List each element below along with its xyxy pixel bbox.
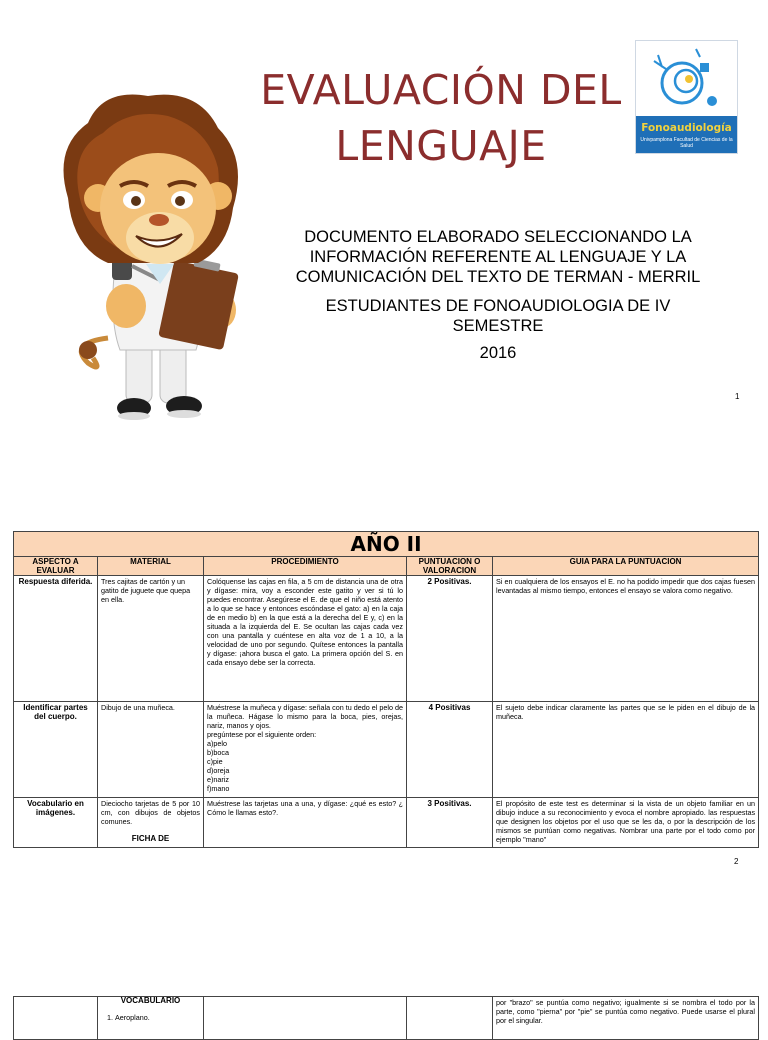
procedure-text: Muéstrese la muñeca y dígase: señala con tu dedo el pelo de la muñeca. Hágase lo mismo para la boca, pies, orejas, nariz, manos y ojos. xyxy=(207,703,403,730)
guide-cell: El sujeto debe indicar claramente las partes que se le piden en el dibujo de la muñeca. xyxy=(493,702,759,798)
table-row xyxy=(14,798,759,848)
procedure-cell: Colóquense las cajas en fila, a 5 cm de distancia una de otra y dígase: mira, voy a esconder este gatito y ver si tú lo puedes encontrar. Asegúrese el E. de que el niño está atento a lo que se hace y entonces escóndase el gato: a) en la caja de en medio b) en la que está a la derecha del E y, c) en la situada a la izquierda del E. Se ocultan las cajas cada vez con una pantalla y cuéntese en alta voz de 1 a 10, a la velocidad de uno por segundo. Quítese entonces la pantalla y dígase: ¡ahora busca el gato. La primera opción del S. en cada ensayo debe ser la correcta. xyxy=(204,576,407,702)
fonoaudiologia-logo xyxy=(635,40,738,154)
procedure-intro: pregúntese por el siguiente orden: xyxy=(207,730,317,739)
page-number: 2 xyxy=(734,857,739,866)
column-header: GUIA PARA LA PUNTUACION xyxy=(493,557,759,576)
lion-mascot-illustration xyxy=(48,88,248,433)
column-header: PROCEDIMIENTO xyxy=(204,557,407,576)
evaluation-table xyxy=(13,531,759,848)
aspect-cell: Respuesta diferida. xyxy=(14,576,98,702)
column-header: ASPECTO A EVALUAR xyxy=(14,557,98,576)
score-cell: 2 Positivas. xyxy=(407,576,493,702)
procedure-cell xyxy=(204,997,407,1040)
procedure-list-item: f)mano xyxy=(207,784,230,793)
aspect-cell: Vocabulario en imágenes. xyxy=(14,798,98,848)
material-cell xyxy=(98,997,204,1040)
column-header: PUNTUACION O VALORACION xyxy=(407,557,493,576)
material-subheading: VOCABULARIO xyxy=(120,996,181,1005)
logo-name: Fonoaudiología xyxy=(641,122,732,134)
evaluation-table-continued xyxy=(13,996,759,1040)
page-title: EVALUACIÓN DEL LENGUAJE xyxy=(260,66,622,170)
aspect-cell: Identificar partes del cuerpo. xyxy=(14,702,98,798)
guide-cell: por "brazo" se puntúa como negativo; igualmente si se nombra el todo por la parte, como "pierna" por "pie" se puntúa como negativo. Puede usarse el plural por el singular. xyxy=(493,997,759,1040)
procedure-list-item: c)pie xyxy=(207,757,223,766)
guide-cell: Si en cualquiera de los ensayos el E. no ha podido impedir que dos cajas fuesen levantadas al mismo tiempo, entonces el ensayo se valora como negativo. xyxy=(493,576,759,702)
guide-cell: El propósito de este test es determinar si la vista de un objeto familiar en un dibujo induce a su reconocimiento y evoca el nombre apropiado. las respuestas que designen los objetos por el uso que se les da, o por la descripción de los mismos se puntúan como negativas. Nombrar una parte por el todo como por ejemplo "mano" xyxy=(493,798,759,848)
table-row xyxy=(14,997,759,1040)
material-cell: Dibujo de una muñeca. xyxy=(98,702,204,798)
aspect-cell xyxy=(14,997,98,1040)
logo-band xyxy=(636,116,737,153)
material-cell: Tres cajitas de cartón y un gatito de juguete que quepa en ella. xyxy=(98,576,204,702)
list-item: 1. Aeroplano. xyxy=(115,1013,200,1022)
year-line: 2016 xyxy=(479,344,517,362)
column-header: MATERIAL xyxy=(98,557,204,576)
page-number: 1 xyxy=(735,392,740,401)
procedure-list-item: a)pelo xyxy=(207,739,227,748)
procedure-list-item: b)boca xyxy=(207,748,229,757)
table-row xyxy=(14,702,759,798)
score-cell xyxy=(407,997,493,1040)
year-header: AÑO II xyxy=(14,532,759,557)
material-subheading: FICHA DE xyxy=(131,834,170,843)
procedure-list-item: e)nariz xyxy=(207,775,229,784)
score-cell: 3 Positivas. xyxy=(407,798,493,848)
procedure-cell xyxy=(204,702,407,798)
logo-subtext: Univpamplona Facultad de Ciencias de la Salud xyxy=(640,137,733,149)
procedure-list-item: d)oreja xyxy=(207,766,230,775)
score-cell: 4 Positivas xyxy=(407,702,493,798)
procedure-cell: Muéstrese las tarjetas una a una, y dígase: ¿qué es esto? ¿ Cómo le llamas esto?. xyxy=(204,798,407,848)
students-line: ESTUDIANTES DE FONOAUDIOLOGIA DE IV SEMESTRE xyxy=(325,297,671,335)
material-text: Dieciocho tarjetas de 5 por 10 cm, con dibujos de objetos comunes. xyxy=(101,799,200,826)
table-row xyxy=(14,576,759,702)
document-description: DOCUMENTO ELABORADO SELECCIONANDO LA INFORMACIÓN REFERENTE AL LENGUAJE Y LA COMUNICACIÓN DEL TEXTO DE TERMAN - MERRIL xyxy=(295,228,701,286)
material-cell xyxy=(98,798,204,848)
logo-emblem-icon xyxy=(636,41,737,116)
